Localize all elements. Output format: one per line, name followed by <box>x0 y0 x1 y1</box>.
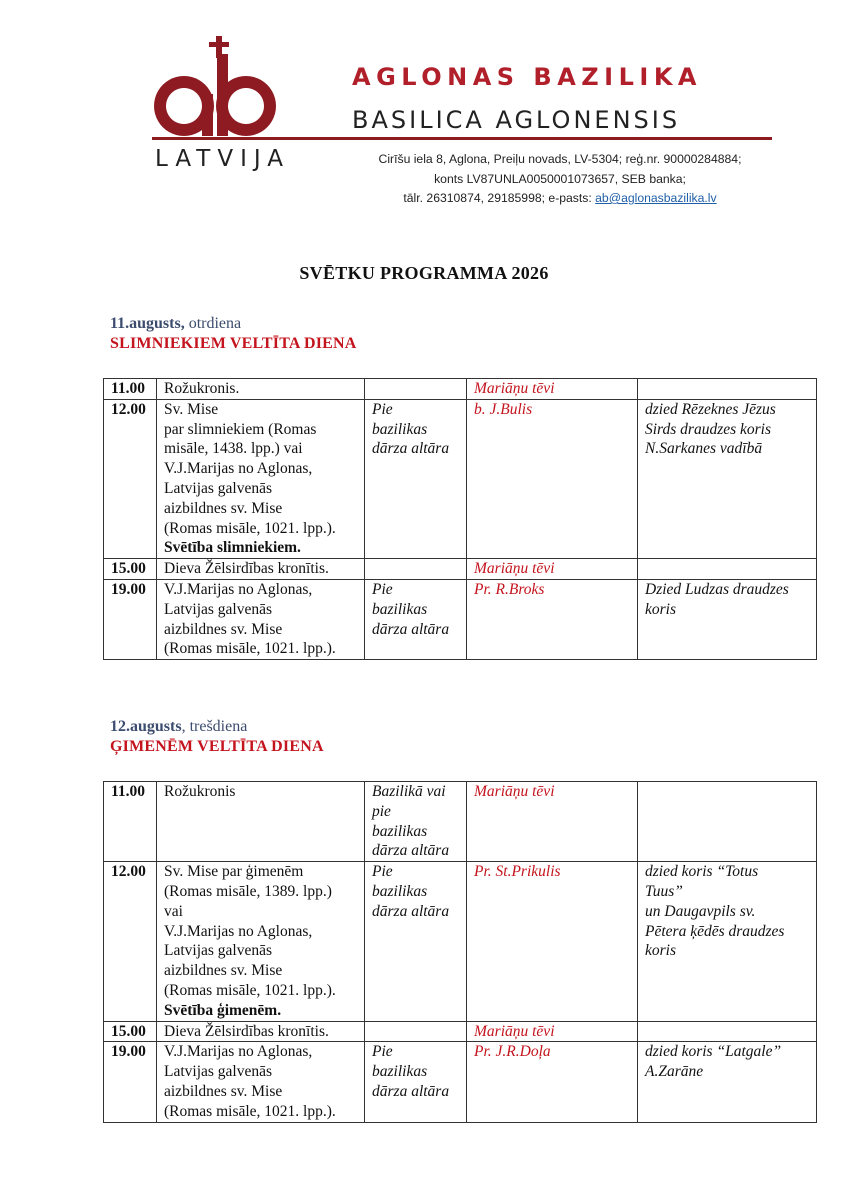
event-time: 19.00 <box>111 580 146 598</box>
place-line: bazilikas <box>372 600 428 618</box>
place-line: dārza altāra <box>372 842 450 860</box>
time-cell <box>104 1021 157 1042</box>
event-cell <box>157 559 365 580</box>
contact-address: Cirīšu iela 8, Aglona, Preiļu novads, LV-5304; reģ.nr. 90000284884; <box>378 152 742 166</box>
celebrant-cell <box>467 399 638 558</box>
celebrant-cell <box>467 1021 638 1042</box>
celebrant-cell <box>467 782 638 862</box>
celebrant-cell <box>467 1042 638 1122</box>
event-line: V.J.Marijas no Aglonas, <box>164 922 313 940</box>
event-line: Latvijas galvenās <box>164 1063 273 1081</box>
event-time: 11.00 <box>111 783 146 800</box>
day-date: 12.augusts <box>110 718 182 735</box>
country-label: LATVIJA <box>155 146 290 172</box>
choir-line: Sirds draudzes koris <box>645 420 772 438</box>
event-line: aizbildnes sv. Mise <box>164 962 283 980</box>
event-time: 19.00 <box>111 1043 146 1061</box>
place-line: dārza altāra <box>372 902 450 920</box>
schedule-body <box>104 782 817 1123</box>
contact-bank: konts LV87UNLA0050001073657, SEB banka; <box>434 171 686 186</box>
day-theme: ĢIMENĒM VELTĪTA DIENA <box>110 738 324 755</box>
event-cell <box>157 862 365 1021</box>
contact-info <box>340 150 780 209</box>
choir-line: A.Zarāne <box>645 1063 704 1081</box>
event-line: aizbildnes sv. Mise <box>164 620 283 638</box>
event-line: Latvijas galvenās <box>164 479 273 497</box>
celebrant-cell <box>467 379 638 400</box>
choir-cell <box>638 399 817 558</box>
place-cell <box>365 379 467 400</box>
event-cell <box>157 1021 365 1042</box>
event-time: 15.00 <box>111 1022 146 1040</box>
choir-line: un Daugavpils sv. <box>645 902 756 920</box>
celebrant-name: Mariāņu tēvi <box>474 1022 555 1040</box>
event-time: 11.00 <box>111 380 146 397</box>
celebrant-cell <box>467 579 638 659</box>
place-cell <box>365 1021 467 1042</box>
celebrant-cell <box>467 559 638 580</box>
event-line: par slimniekiem (Romas <box>164 420 317 438</box>
event-line: aizbildnes sv. Mise <box>164 499 283 517</box>
event-line: Rožukronis <box>164 783 236 800</box>
day-date: 11.augusts, <box>110 315 185 332</box>
event-line: V.J.Marijas no Aglonas, <box>164 1043 313 1061</box>
event-line: (Romas misāle, 1389. lpp.) <box>164 882 332 900</box>
choir-line: dzied koris “Totus <box>645 863 759 881</box>
place-line: bazilikas <box>372 882 428 900</box>
choir-line: N.Sarkanes vadībā <box>645 440 763 458</box>
place-line: Pie <box>372 400 393 418</box>
table-row <box>104 559 817 580</box>
place-cell <box>365 782 467 862</box>
choir-cell <box>638 579 817 659</box>
header-divider <box>152 137 772 140</box>
event-line: (Romas misāle, 1021. lpp.). <box>164 1102 336 1120</box>
table-row <box>104 379 817 400</box>
choir-line: Dzied Ludzas draudzes <box>645 580 789 598</box>
place-cell <box>365 1042 467 1122</box>
event-line: Rožukronis. <box>164 380 240 397</box>
event-line: Dieva Žēlsirdības kronītis. <box>164 1022 329 1040</box>
table-row <box>104 399 817 558</box>
event-cell <box>157 579 365 659</box>
place-cell <box>365 559 467 580</box>
choir-line: koris <box>645 942 676 960</box>
celebrant-name: Pr. St.Prikulis <box>474 863 561 881</box>
celebrant-name: Mariāņu tēvi <box>474 783 555 800</box>
table-row <box>104 1021 817 1042</box>
place-line: pie <box>372 802 391 820</box>
time-cell <box>104 862 157 1021</box>
event-time: 15.00 <box>111 560 146 578</box>
choir-cell <box>638 1042 817 1122</box>
table-row <box>104 862 817 1021</box>
schedule-body <box>104 379 817 660</box>
place-cell <box>365 579 467 659</box>
email-link[interactable]: ab@aglonasbazilika.lv <box>595 191 717 205</box>
choir-cell <box>638 379 817 400</box>
choir-line: Tuus” <box>645 882 683 900</box>
event-time: 12.00 <box>111 400 146 418</box>
time-cell <box>104 1042 157 1122</box>
time-cell <box>104 559 157 580</box>
table-row <box>104 782 817 862</box>
choir-line: koris <box>645 600 676 618</box>
place-cell <box>365 399 467 558</box>
event-cell <box>157 379 365 400</box>
choir-cell <box>638 559 817 580</box>
place-line: bazilikas <box>372 420 428 438</box>
celebrant-name: Pr. R.Broks <box>474 580 545 598</box>
time-cell <box>104 782 157 862</box>
organization-latin-name: BASILICA AGLONENSIS <box>352 106 681 134</box>
day-weekday: , trešdiena <box>181 718 248 735</box>
place-cell <box>365 862 467 1021</box>
choir-cell <box>638 862 817 1021</box>
place-line: bazilikas <box>372 822 428 840</box>
day-weekday: otrdiena <box>188 315 242 332</box>
event-line: Sv. Mise par ģimenēm <box>164 863 304 881</box>
place-line: dārza altāra <box>372 620 450 638</box>
place-line: Bazilikā vai <box>372 783 446 800</box>
place-line: dārza altāra <box>372 1082 450 1100</box>
event-line: aizbildnes sv. Mise <box>164 1082 283 1100</box>
schedule-table <box>103 378 817 660</box>
contact-phone: tālr. 26310874, 29185998; e-pasts: <box>403 191 596 205</box>
blessing-line: Svētība ģimenēm. <box>164 1001 282 1019</box>
aglona-basilica-logo <box>150 36 280 138</box>
event-time: 12.00 <box>111 863 146 881</box>
event-line: (Romas misāle, 1021. lpp.). <box>164 640 336 658</box>
event-line: V.J.Marijas no Aglonas, <box>164 460 313 478</box>
celebrant-name: Pr. J.R.Doļa <box>474 1043 551 1061</box>
choir-cell <box>638 782 817 862</box>
table-row <box>104 1042 817 1122</box>
page-title: SVĒTKU PROGRAMMA 2026 <box>299 263 549 283</box>
day-heading <box>110 717 324 757</box>
place-line: Pie <box>372 863 393 881</box>
celebrant-name: Mariāņu tēvi <box>474 380 555 397</box>
event-cell <box>157 782 365 862</box>
celebrant-cell <box>467 862 638 1021</box>
day-theme: SLIMNIEKIEM VELTĪTA DIENA <box>110 335 357 352</box>
event-line: Latvijas galvenās <box>164 942 273 960</box>
event-cell <box>157 399 365 558</box>
event-line: V.J.Marijas no Aglonas, <box>164 580 313 598</box>
day-heading <box>110 314 357 354</box>
choir-line: Pētera ķēdēs draudzes <box>645 922 785 940</box>
table-row <box>104 579 817 659</box>
event-cell <box>157 1042 365 1122</box>
organization-name: AGLONAS BAZILIKA <box>352 63 703 91</box>
event-line: misāle, 1438. lpp.) vai <box>164 440 303 458</box>
time-cell <box>104 579 157 659</box>
event-line: vai <box>164 902 183 920</box>
event-line: (Romas misāle, 1021. lpp.). <box>164 519 336 537</box>
choir-line: dzied koris “Latgale” <box>645 1043 782 1061</box>
contact-phone-email <box>340 189 780 209</box>
event-line: Latvijas galvenās <box>164 600 273 618</box>
event-line: Sv. Mise <box>164 400 219 418</box>
event-line: Dieva Žēlsirdības kronītis. <box>164 560 329 578</box>
choir-cell <box>638 1021 817 1042</box>
place-line: Pie <box>372 1043 393 1061</box>
place-line: dārza altāra <box>372 440 450 458</box>
schedule-table <box>103 781 817 1123</box>
place-line: bazilikas <box>372 1063 428 1081</box>
time-cell <box>104 399 157 558</box>
celebrant-name: b. J.Bulis <box>474 400 533 418</box>
event-line: (Romas misāle, 1021. lpp.). <box>164 981 336 999</box>
choir-line: dzied Rēzeknes Jēzus <box>645 400 776 418</box>
blessing-line: Svētība slimniekiem. <box>164 539 301 557</box>
celebrant-name: Mariāņu tēvi <box>474 560 555 578</box>
place-line: Pie <box>372 580 393 598</box>
time-cell <box>104 379 157 400</box>
